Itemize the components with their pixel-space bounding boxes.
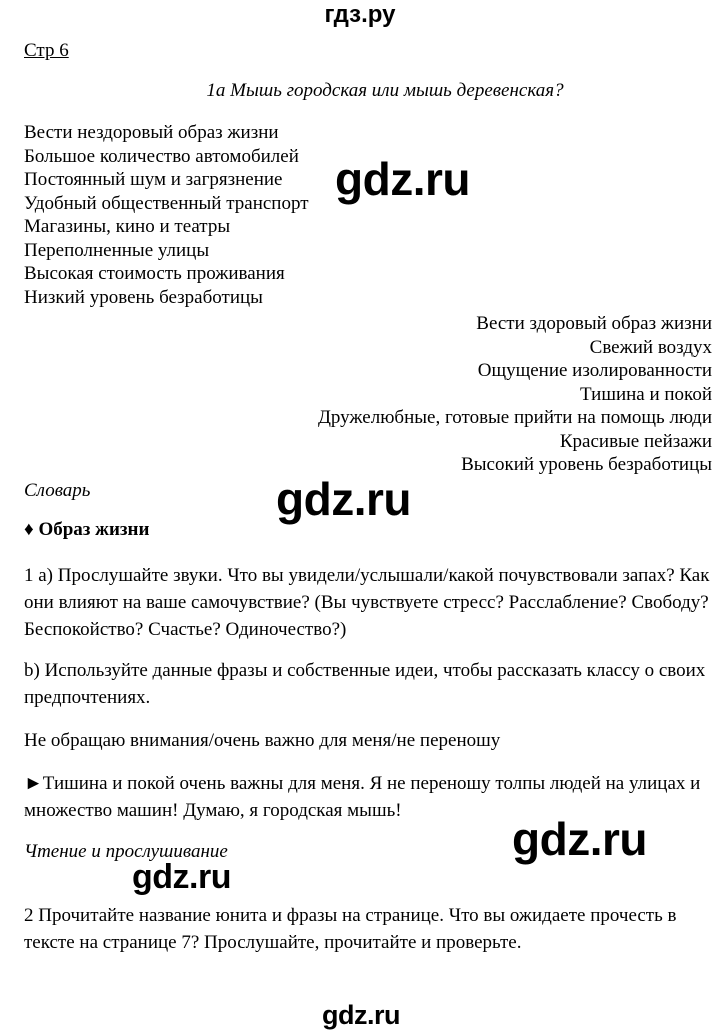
list-item: Высокая стоимость проживания — [24, 263, 285, 284]
watermark: gdz.ru — [276, 473, 411, 525]
list-item: Низкий уровень безработицы — [24, 286, 263, 308]
vocabulary-item: ♦ Образ жизни — [24, 519, 150, 540]
page-reference: Стр 6 — [24, 40, 69, 61]
city-list — [24, 121, 309, 309]
list-item: Красивые пейзажи — [559, 430, 712, 452]
list-item: Ощущение изолированности — [477, 360, 712, 381]
list-item: Вести здоровый образ жизни — [476, 313, 712, 334]
watermark: gdz.ru — [322, 1000, 400, 1030]
list-item: Постоянный шум и загрязнение — [24, 169, 283, 190]
country-list — [318, 312, 712, 477]
list-item: Магазины, кино и театры — [24, 216, 231, 237]
list-item: Большое количество автомобилей — [24, 145, 299, 167]
list-item: Удобный общественный транспорт — [24, 192, 309, 214]
list-item: Вести нездоровый образ жизни — [24, 122, 279, 143]
list-item: Переполненные улицы — [24, 239, 210, 261]
useful-phrases: Не обращаю внимания/очень важно для меня/не переношу — [24, 730, 501, 751]
list-item: Высокий уровень безработицы — [461, 454, 712, 475]
vocabulary-heading: Словарь — [24, 480, 91, 501]
site-header: гдз.ру — [324, 1, 396, 28]
reading-heading: Чтение и прослушивание — [24, 841, 228, 862]
example-answer: ►Тишина и покой очень важны для меня. Я не переношу толпы людей на улицах и множество машин! Думаю, я городская мышь! — [24, 773, 701, 821]
task-1b: b) Используйте данные фразы и собственные идеи, чтобы рассказать классу о своих предпочтениях. — [24, 660, 706, 708]
task-2: 2 Прочитайте название юнита и фразы на странице. Что вы ожидаете прочесть в тексте на странице 7? Прослушайте, прочитайте и проверьте. — [24, 905, 677, 953]
watermark: gdz.ru — [335, 153, 470, 205]
watermark: gdz.ru — [132, 858, 231, 896]
watermark: gdz.ru — [512, 813, 647, 865]
list-item: Дружелюбные, готовые прийти на помощь люди — [317, 407, 712, 428]
list-item: Свежий воздух — [589, 336, 712, 358]
list-item: Тишина и покой — [580, 383, 712, 405]
exercise-title: 1a Мышь городская или мышь деревенская? — [206, 80, 564, 101]
task-1a: 1 a) Прослушайте звуки. Что вы увидели/услышали/какой почувствовали запах? Как они влияют на ваше самочувствие? (Вы чувствуете стресс? Расслабление? Свободу? Беспокойство? Счастье? Одиночество?) — [24, 565, 710, 640]
